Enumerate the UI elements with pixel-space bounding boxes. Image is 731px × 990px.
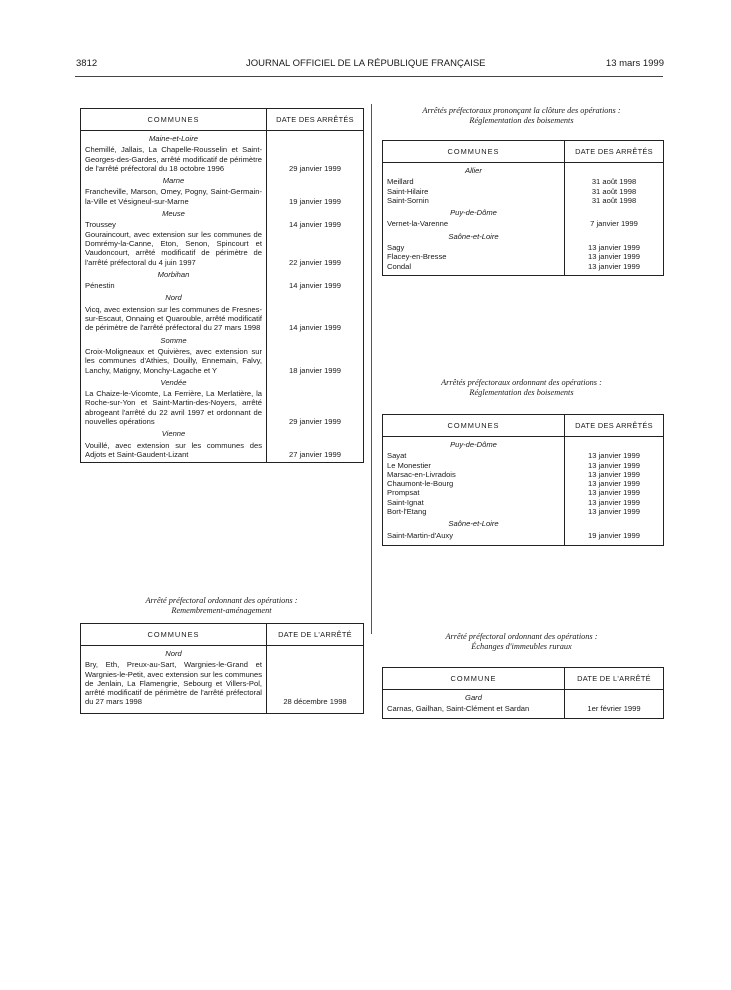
table-communes-main [80, 108, 364, 463]
commune-entry: Flacey-en-Bresse [387, 252, 447, 262]
table-row [383, 451, 664, 460]
table-row [81, 660, 364, 706]
journal-title: JOURNAL OFFICIEL DE LA RÉPUBLIQUE FRANÇAISE [246, 58, 486, 69]
table-row [383, 704, 664, 713]
caption-boisements [380, 378, 663, 398]
table-row [81, 145, 364, 173]
table-row [383, 262, 664, 271]
commune-entry: Sayat [387, 451, 407, 461]
table-row [383, 243, 664, 252]
commune-entry: Troussey [85, 220, 116, 230]
arrete-date: 18 janvier 1999 [289, 365, 341, 375]
department-heading: Maine-et-Loire [149, 134, 198, 143]
arrete-date: 13 janvier 1999 [588, 261, 640, 271]
commune-entry: Francheville, Marson, Omey, Pogny, Saint-Germain-la-Ville et Vésigneul-sur-Marne [85, 187, 262, 206]
table-remembrement [80, 623, 364, 714]
table-ordonnant-boisements [382, 414, 664, 546]
commune-entry: Condal [387, 261, 412, 271]
arrete-date: 13 janvier 1999 [588, 479, 640, 489]
issue-date: 13 mars 1999 [605, 58, 664, 69]
table-row [383, 196, 664, 205]
column-header-dates: DATE DES ARRÊTÉS [267, 109, 364, 131]
department-heading: Saône-et-Loire [448, 231, 499, 241]
caption-cloture [380, 106, 663, 126]
table-row [383, 470, 664, 479]
arrete-date: 14 janvier 1999 [289, 220, 341, 230]
column-header-dates: DATE DES ARRÊTÉS [565, 141, 664, 163]
department-heading: Somme [160, 335, 187, 345]
department-heading: Puy-de-Dôme [450, 208, 497, 218]
arrete-date: 28 décembre 1998 [283, 697, 347, 707]
table-row [383, 507, 664, 516]
caption-line-2: Échanges d'immeubles ruraux [471, 642, 572, 651]
header-rule [75, 76, 663, 77]
caption-line-2: Réglementation des boisements [469, 116, 574, 125]
arrete-date: 29 janvier 1999 [289, 163, 341, 173]
caption-line-1: Arrêté préfectoral ordonnant des opérations : [445, 632, 598, 641]
arrete-date: 13 janvier 1999 [588, 451, 640, 461]
table-echanges [382, 667, 664, 719]
caption-line-2: Réglementation des boisements [469, 388, 574, 397]
commune-entry: Bort-l'Etang [387, 507, 427, 517]
arrete-date: 19 janvier 1999 [289, 196, 341, 206]
department-heading: Marne [162, 176, 185, 186]
arrete-date: 19 janvier 1999 [588, 530, 640, 540]
column-header-communes: COMMUNES [81, 109, 267, 131]
commune-entry: Croix-Moligneaux et Quivières, avec extension sur les communes d'Athies, Douilly, Ennemain, Falvy, Lanchy, Matigny, Monchy-Lagache et Y [85, 346, 262, 375]
arrete-date: 31 août 1998 [591, 195, 637, 205]
arrete-date: 1er février 1999 [587, 704, 641, 714]
table-row [81, 305, 364, 333]
commune-entry: Le Monestier [387, 460, 431, 470]
arrete-date: 31 août 1998 [591, 177, 637, 187]
table-row [81, 389, 364, 426]
caption-line-1: Arrêtés préfectoraux ordonnant des opérations : [441, 378, 602, 387]
table-row [383, 219, 664, 228]
caption-remembrement [80, 596, 363, 616]
commune-entry: Saint-Hilaire [387, 186, 429, 196]
caption-line-1: Arrêtés préfectoraux prononçant la clôture des opérations : [422, 106, 621, 115]
commune-entry: Chaumont-le-Bourg [387, 479, 454, 489]
table-row [383, 252, 664, 261]
department-heading: Nord [165, 293, 182, 303]
commune-entry: La Chaize-le-Vicomte, La Ferrière, La Merlatière, la Roche-sur-Yon et Saint-Martin-des-Noyers, arrêté abrogeant l'arrêté du 22 avril 1997 et ordonnant de nouvelles opérations [85, 389, 262, 427]
commune-entry: Sagy [387, 243, 405, 253]
arrete-date: 14 janvier 1999 [289, 281, 341, 291]
column-header-date: DATE DE L'ARRÊTÉ [565, 668, 664, 690]
department-heading: Saône-et-Loire [448, 519, 499, 529]
table-row [383, 488, 664, 497]
department-heading: Gard [465, 693, 482, 702]
arrete-date: 13 janvier 1999 [588, 507, 640, 517]
column-header-communes: COMMUNES [383, 415, 565, 437]
department-heading: Nord [165, 649, 182, 658]
department-heading: Vendée [160, 377, 187, 387]
caption-echanges [380, 632, 663, 652]
column-header-dates: DATE DES ARRÊTÉS [565, 415, 664, 437]
commune-entry: Gouraincourt, avec extension sur les communes de Domrémy-la-Canne, Eton, Senon, Spincourt et Vaudoncourt, arrêté modificatif de périmètre de l'arrêté préfectoral du 4 juin 1997 [85, 229, 262, 267]
arrete-date: 29 janvier 1999 [289, 417, 341, 427]
commune-entry: Carnas, Gailhan, Saint-Clément et Sardan [387, 704, 530, 714]
arrete-date: 13 janvier 1999 [588, 469, 640, 479]
table-row [81, 441, 364, 460]
table-row [81, 187, 364, 206]
arrete-date: 7 janvier 1999 [590, 219, 638, 229]
arrete-date: 13 janvier 1999 [588, 252, 640, 262]
arrete-date: 22 janvier 1999 [289, 257, 341, 267]
department-heading: Allier [465, 166, 482, 175]
commune-entry: Marsac-en-Livradois [387, 469, 456, 479]
department-heading: Vienne [161, 429, 186, 439]
commune-entry: Saint-Sornin [387, 195, 429, 205]
table-cloture-boisements [382, 140, 664, 276]
column-header-date: DATE DE L'ARRÊTÉ [267, 624, 364, 646]
commune-entry: Pénestin [85, 281, 115, 291]
commune-entry: Vicq, avec extension sur les communes de Fresnes-sur-Escaut, Onnaing et Quarouble, arrêté modificatif de périmètre de l'arrêté préfectoral du 27 mars 1998 [85, 304, 262, 333]
caption-line-2: Remembrement-aménagement [171, 606, 272, 615]
table-row [383, 461, 664, 470]
table-row [383, 479, 664, 488]
arrete-date: 13 janvier 1999 [588, 460, 640, 470]
caption-line-1: Arrêté préfectoral ordonnant des opérations : [145, 596, 298, 605]
table-row [81, 347, 364, 375]
arrete-date: 13 janvier 1999 [588, 497, 640, 507]
table-row [383, 531, 664, 540]
table-row [81, 281, 364, 290]
table-row [81, 230, 364, 267]
column-header-communes: COMMUNES [383, 141, 565, 163]
commune-entry: Vernet-la-Varenne [387, 219, 449, 229]
column-header-communes: COMMUNES [81, 624, 267, 646]
commune-entry: Prompsat [387, 488, 420, 498]
table-row [383, 498, 664, 507]
table-row [383, 177, 664, 186]
commune-entry: Saint-Martin-d'Auxy [387, 530, 454, 540]
department-heading: Puy-de-Dôme [450, 440, 497, 449]
commune-entry: Vouillé, avec extension sur les communes des Adjots et Saint-Gaudent-Lizant [85, 440, 262, 459]
department-heading: Meuse [162, 209, 185, 219]
column-header-commune: COMMUNE [383, 668, 565, 690]
column-separator [371, 104, 372, 634]
page-number: 3812 [76, 58, 98, 69]
arrete-date: 31 août 1998 [591, 186, 637, 196]
arrete-date: 14 janvier 1999 [289, 323, 341, 333]
commune-entry: Meillard [387, 177, 414, 187]
arrete-date: 13 janvier 1999 [588, 243, 640, 253]
arrete-date: 13 janvier 1999 [588, 488, 640, 498]
department-heading: Morbihan [157, 269, 190, 279]
arrete-date: 27 janvier 1999 [289, 449, 341, 459]
commune-entry: Saint-Ignat [387, 497, 424, 507]
table-row [81, 220, 364, 229]
commune-entry: Bry, Eth, Preux-au-Sart, Wargnies-le-Grand et Wargnies-le-Petit, avec extension sur les communes de Jenlain, La Flamengrie, Sebourg et Villers-Pol, arrêté modificatif de périmètre de l'arrêté préfectoral du 27 mars 1998 [85, 660, 262, 707]
commune-entry: Chemillé, Jallais, La Chapelle-Rousselin et Saint-Georges-des-Gardes, arrêté modificatif de périmètre de l'arrêté préfectoral du 18 octobre 1996 [85, 145, 262, 173]
table-row [383, 187, 664, 196]
